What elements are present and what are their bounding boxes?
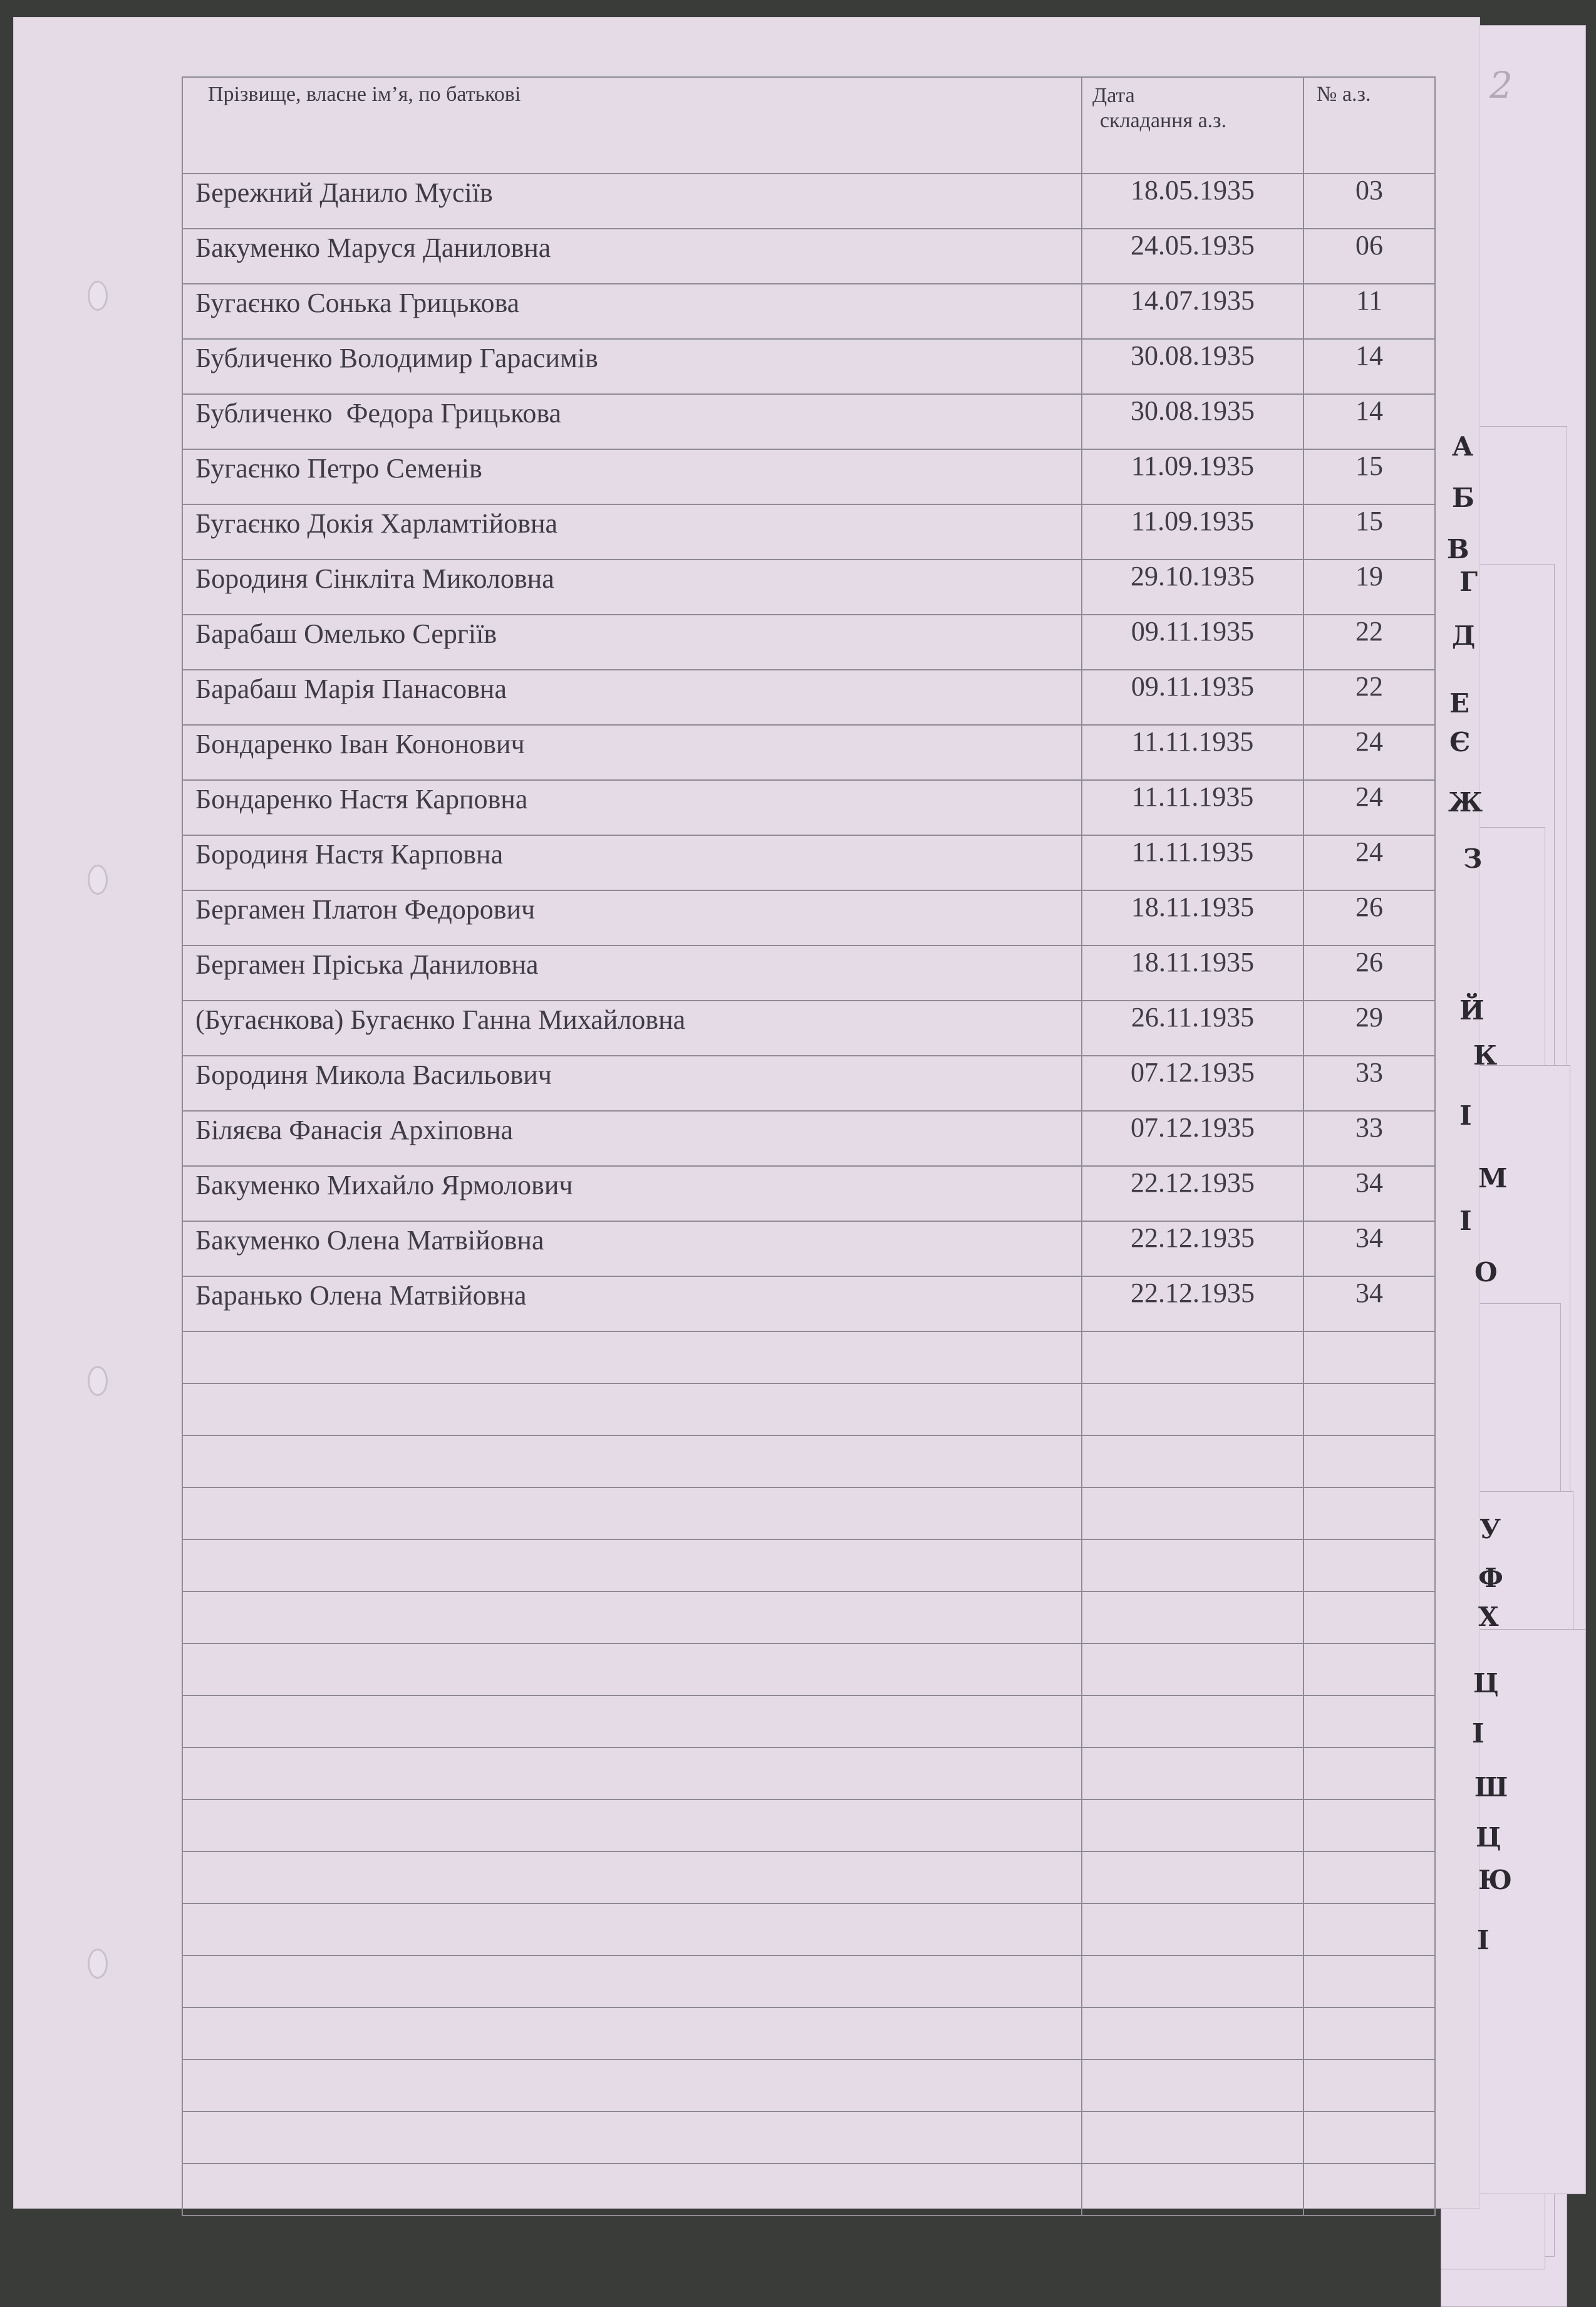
blank-cell — [182, 1591, 1082, 1643]
alphabet-tab-letter: В — [1447, 534, 1469, 565]
punch-hole — [88, 281, 108, 311]
blank-cell — [1303, 1799, 1435, 1851]
table-row — [182, 394, 1435, 449]
blank-cell — [1082, 1903, 1303, 1955]
punch-hole — [88, 865, 108, 895]
blank-cell — [182, 1643, 1082, 1695]
entry-date: 22.12.1935 — [1082, 1276, 1303, 1331]
table-row — [182, 560, 1435, 615]
table-row — [182, 449, 1435, 504]
blank-cell — [1303, 1851, 1435, 1903]
blank-cell — [1082, 1695, 1303, 1747]
entry-number: 15 — [1303, 449, 1435, 504]
entry-number: 33 — [1303, 1056, 1435, 1111]
blank-row — [182, 1851, 1435, 1903]
entry-name: Бакуменко Михайло Ярмолович — [182, 1166, 1082, 1221]
table-row — [182, 945, 1435, 1001]
entry-name: Бакуменко Маруся Даниловна — [182, 229, 1082, 284]
entry-number: 06 — [1303, 229, 1435, 284]
blank-cell — [1303, 2112, 1435, 2164]
alphabet-tab-letter: К — [1473, 1040, 1498, 1071]
entry-name: (Бугаєнкова) Бугаєнко Ганна Михайловна — [182, 1001, 1082, 1056]
entry-number: 24 — [1303, 725, 1435, 780]
table-row — [182, 780, 1435, 835]
punch-hole — [88, 1949, 108, 1979]
entry-date: 22.12.1935 — [1082, 1221, 1303, 1276]
blank-cell — [182, 2112, 1082, 2164]
alphabet-tab-letter: Й — [1459, 995, 1485, 1026]
entry-date: 30.08.1935 — [1082, 394, 1303, 449]
entry-name: Бугаєнко Докія Харламтійовна — [182, 504, 1082, 560]
entry-name: Баранько Олена Матвійовна — [182, 1276, 1082, 1331]
entry-name: Бережний Данило Мусіїв — [182, 174, 1082, 229]
entry-date: 24.05.1935 — [1082, 229, 1303, 284]
blank-cell — [182, 1331, 1082, 1383]
entry-number: 24 — [1303, 780, 1435, 835]
alphabet-tab-letter: О — [1474, 1257, 1498, 1288]
entry-number: 29 — [1303, 1001, 1435, 1056]
blank-cell — [182, 2008, 1082, 2060]
table-row — [182, 1001, 1435, 1056]
entry-date: 18.11.1935 — [1082, 945, 1303, 1001]
blank-cell — [182, 1903, 1082, 1955]
blank-cell — [182, 1955, 1082, 2008]
blank-cell — [1082, 2008, 1303, 2060]
registry-table — [182, 76, 1436, 2216]
entry-name: Бородиня Настя Карповна — [182, 835, 1082, 890]
entry-name: Бугаєнко Сонька Грицькова — [182, 284, 1082, 339]
blank-cell — [1082, 1435, 1303, 1487]
table-row — [182, 1056, 1435, 1111]
blank-cell — [1082, 1539, 1303, 1591]
alphabet-tab-letter: А — [1452, 431, 1474, 462]
table-row — [182, 835, 1435, 890]
scan-top-edge — [14, 0, 1580, 18]
blank-cell — [1082, 1591, 1303, 1643]
blank-row — [182, 1747, 1435, 1799]
entry-date: 11.11.1935 — [1082, 835, 1303, 890]
entry-date: 29.10.1935 — [1082, 560, 1303, 615]
alphabet-tab-letter: Х — [1478, 1601, 1499, 1632]
alphabet-tab-letter: І — [1459, 1100, 1472, 1131]
blank-row — [182, 1695, 1435, 1747]
blank-cell — [1303, 2008, 1435, 2060]
table-row — [182, 1221, 1435, 1276]
entry-date: 11.09.1935 — [1082, 449, 1303, 504]
blank-cell — [1303, 2060, 1435, 2112]
table-row — [182, 890, 1435, 945]
entry-name: Бугаєнко Петро Семенів — [182, 449, 1082, 504]
entry-name: Бергамен Платон Федорович — [182, 890, 1082, 945]
entry-date: 30.08.1935 — [1082, 339, 1303, 394]
alphabet-tab-letter: І — [1459, 1206, 1472, 1236]
alphabet-tab-letter: Б — [1452, 482, 1474, 513]
alphabet-tab-letter: Г — [1459, 566, 1478, 597]
table-row — [182, 229, 1435, 284]
table-row — [182, 1166, 1435, 1221]
blank-row — [182, 1435, 1435, 1487]
entry-number: 11 — [1303, 284, 1435, 339]
entry-number: 19 — [1303, 560, 1435, 615]
entry-date: 18.05.1935 — [1082, 174, 1303, 229]
alphabet-tab-letter: Ж — [1448, 787, 1483, 818]
blank-row — [182, 1799, 1435, 1851]
alphabet-tab-letter: З — [1463, 843, 1483, 874]
entry-number: 14 — [1303, 394, 1435, 449]
blank-cell — [182, 1487, 1082, 1539]
alphabet-tab-letter: У — [1479, 1514, 1501, 1544]
entry-number: 34 — [1303, 1276, 1435, 1331]
entry-name: Барабаш Марія Панасовна — [182, 670, 1082, 725]
entry-number: 34 — [1303, 1166, 1435, 1221]
blank-cell — [182, 1539, 1082, 1591]
blank-cell — [1303, 1539, 1435, 1591]
entry-number: 15 — [1303, 504, 1435, 560]
blank-cell — [1082, 1851, 1303, 1903]
entry-date: 14.07.1935 — [1082, 284, 1303, 339]
blank-cell — [1082, 1643, 1303, 1695]
table-body — [182, 174, 1435, 2216]
blank-cell — [1082, 2060, 1303, 2112]
blank-cell — [1082, 1331, 1303, 1383]
blank-cell — [1303, 1383, 1435, 1435]
blank-cell — [1303, 1591, 1435, 1643]
blank-row — [182, 1903, 1435, 1955]
entry-name: Барабаш Омелько Сергіїв — [182, 615, 1082, 670]
blank-cell — [182, 1435, 1082, 1487]
entry-name: Бакуменко Олена Матвійовна — [182, 1221, 1082, 1276]
blank-row — [182, 2008, 1435, 2060]
table-row — [182, 284, 1435, 339]
entry-number: 22 — [1303, 615, 1435, 670]
entry-number: 03 — [1303, 174, 1435, 229]
blank-row — [182, 2112, 1435, 2164]
table-row — [182, 504, 1435, 560]
blank-row — [182, 1955, 1435, 2008]
blank-cell — [1082, 1799, 1303, 1851]
header-date: Дата складання а.з. — [1082, 77, 1303, 174]
blank-cell — [1303, 1747, 1435, 1799]
blank-row — [182, 1487, 1435, 1539]
blank-cell — [182, 1851, 1082, 1903]
entry-date: 07.12.1935 — [1082, 1056, 1303, 1111]
table-row — [182, 174, 1435, 229]
blank-row — [182, 1383, 1435, 1435]
table-row — [182, 615, 1435, 670]
header-number: № а.з. — [1303, 77, 1435, 174]
alphabet-tab-letter: Ц — [1476, 1822, 1501, 1853]
entry-date: 09.11.1935 — [1082, 670, 1303, 725]
blank-cell — [1082, 1747, 1303, 1799]
entry-name: Бородиня Сінкліта Миколовна — [182, 560, 1082, 615]
blank-row — [182, 1539, 1435, 1591]
blank-cell — [1082, 2112, 1303, 2164]
blank-cell — [182, 2164, 1082, 2216]
entry-date: 11.09.1935 — [1082, 504, 1303, 560]
blank-cell — [1303, 1643, 1435, 1695]
table-row — [182, 1276, 1435, 1331]
blank-cell — [1303, 1435, 1435, 1487]
table-header-row — [182, 77, 1435, 174]
blank-cell — [1082, 2164, 1303, 2216]
blank-row — [182, 2164, 1435, 2216]
blank-row — [182, 1643, 1435, 1695]
blank-cell — [1082, 1955, 1303, 2008]
blank-cell — [1303, 1955, 1435, 2008]
alphabet-tab-letter: І — [1477, 1925, 1490, 1955]
table-row — [182, 725, 1435, 780]
entry-name: Бубличенко Володимир Гарасимів — [182, 339, 1082, 394]
entry-name: Бергамен Пріська Даниловна — [182, 945, 1082, 1001]
entry-date: 22.12.1935 — [1082, 1166, 1303, 1221]
alphabet-tab-letter: Ю — [1478, 1865, 1513, 1895]
entry-date: 18.11.1935 — [1082, 890, 1303, 945]
entry-number: 14 — [1303, 339, 1435, 394]
entry-number: 34 — [1303, 1221, 1435, 1276]
entry-date: 11.11.1935 — [1082, 725, 1303, 780]
entry-name: Бубличенко Федора Грицькова — [182, 394, 1082, 449]
entry-number: 26 — [1303, 945, 1435, 1001]
alphabet-tab-letter: Е — [1449, 688, 1470, 719]
table-row — [182, 1111, 1435, 1166]
entry-name: Бондаренко Іван Кононович — [182, 725, 1082, 780]
alphabet-tab-letter: Є — [1449, 727, 1471, 758]
blank-cell — [1303, 1903, 1435, 1955]
blank-row — [182, 1331, 1435, 1383]
entry-name: Бондаренко Настя Карповна — [182, 780, 1082, 835]
blank-cell — [182, 1695, 1082, 1747]
entry-number: 26 — [1303, 890, 1435, 945]
entry-name: Бородиня Микола Васильович — [182, 1056, 1082, 1111]
blank-row — [182, 2060, 1435, 2112]
entry-number: 33 — [1303, 1111, 1435, 1166]
alphabet-tab-letter: Д — [1452, 620, 1476, 651]
alphabet-tab-letter: Ц — [1473, 1668, 1499, 1699]
blank-cell — [182, 1747, 1082, 1799]
blank-cell — [1303, 1695, 1435, 1747]
entry-date: 09.11.1935 — [1082, 615, 1303, 670]
entry-name: Біляєва Фанасія Архіповна — [182, 1111, 1082, 1166]
blank-cell — [182, 1383, 1082, 1435]
table-row — [182, 670, 1435, 725]
blank-cell — [1303, 1487, 1435, 1539]
alphabet-tab-letter: Ш — [1474, 1772, 1508, 1803]
alphabet-tab-letter: М — [1478, 1163, 1508, 1194]
entry-number: 22 — [1303, 670, 1435, 725]
entry-date: 26.11.1935 — [1082, 1001, 1303, 1056]
entry-date: 07.12.1935 — [1082, 1111, 1303, 1166]
entry-date: 11.11.1935 — [1082, 780, 1303, 835]
blank-cell — [1303, 2164, 1435, 2216]
blank-cell — [1082, 1487, 1303, 1539]
blank-row — [182, 1591, 1435, 1643]
blank-cell — [182, 1799, 1082, 1851]
header-name: Прізвище, власне ім’я, по батькові — [182, 77, 1082, 174]
alphabet-tab-letter: І — [1472, 1718, 1485, 1749]
table-row — [182, 339, 1435, 394]
blank-cell — [182, 2060, 1082, 2112]
page-number: 2 — [1490, 64, 1513, 107]
blank-cell — [1082, 1383, 1303, 1435]
blank-cell — [1303, 1331, 1435, 1383]
entry-number: 24 — [1303, 835, 1435, 890]
punch-hole — [88, 1366, 108, 1396]
alphabet-tab-letter: Ф — [1478, 1563, 1503, 1593]
